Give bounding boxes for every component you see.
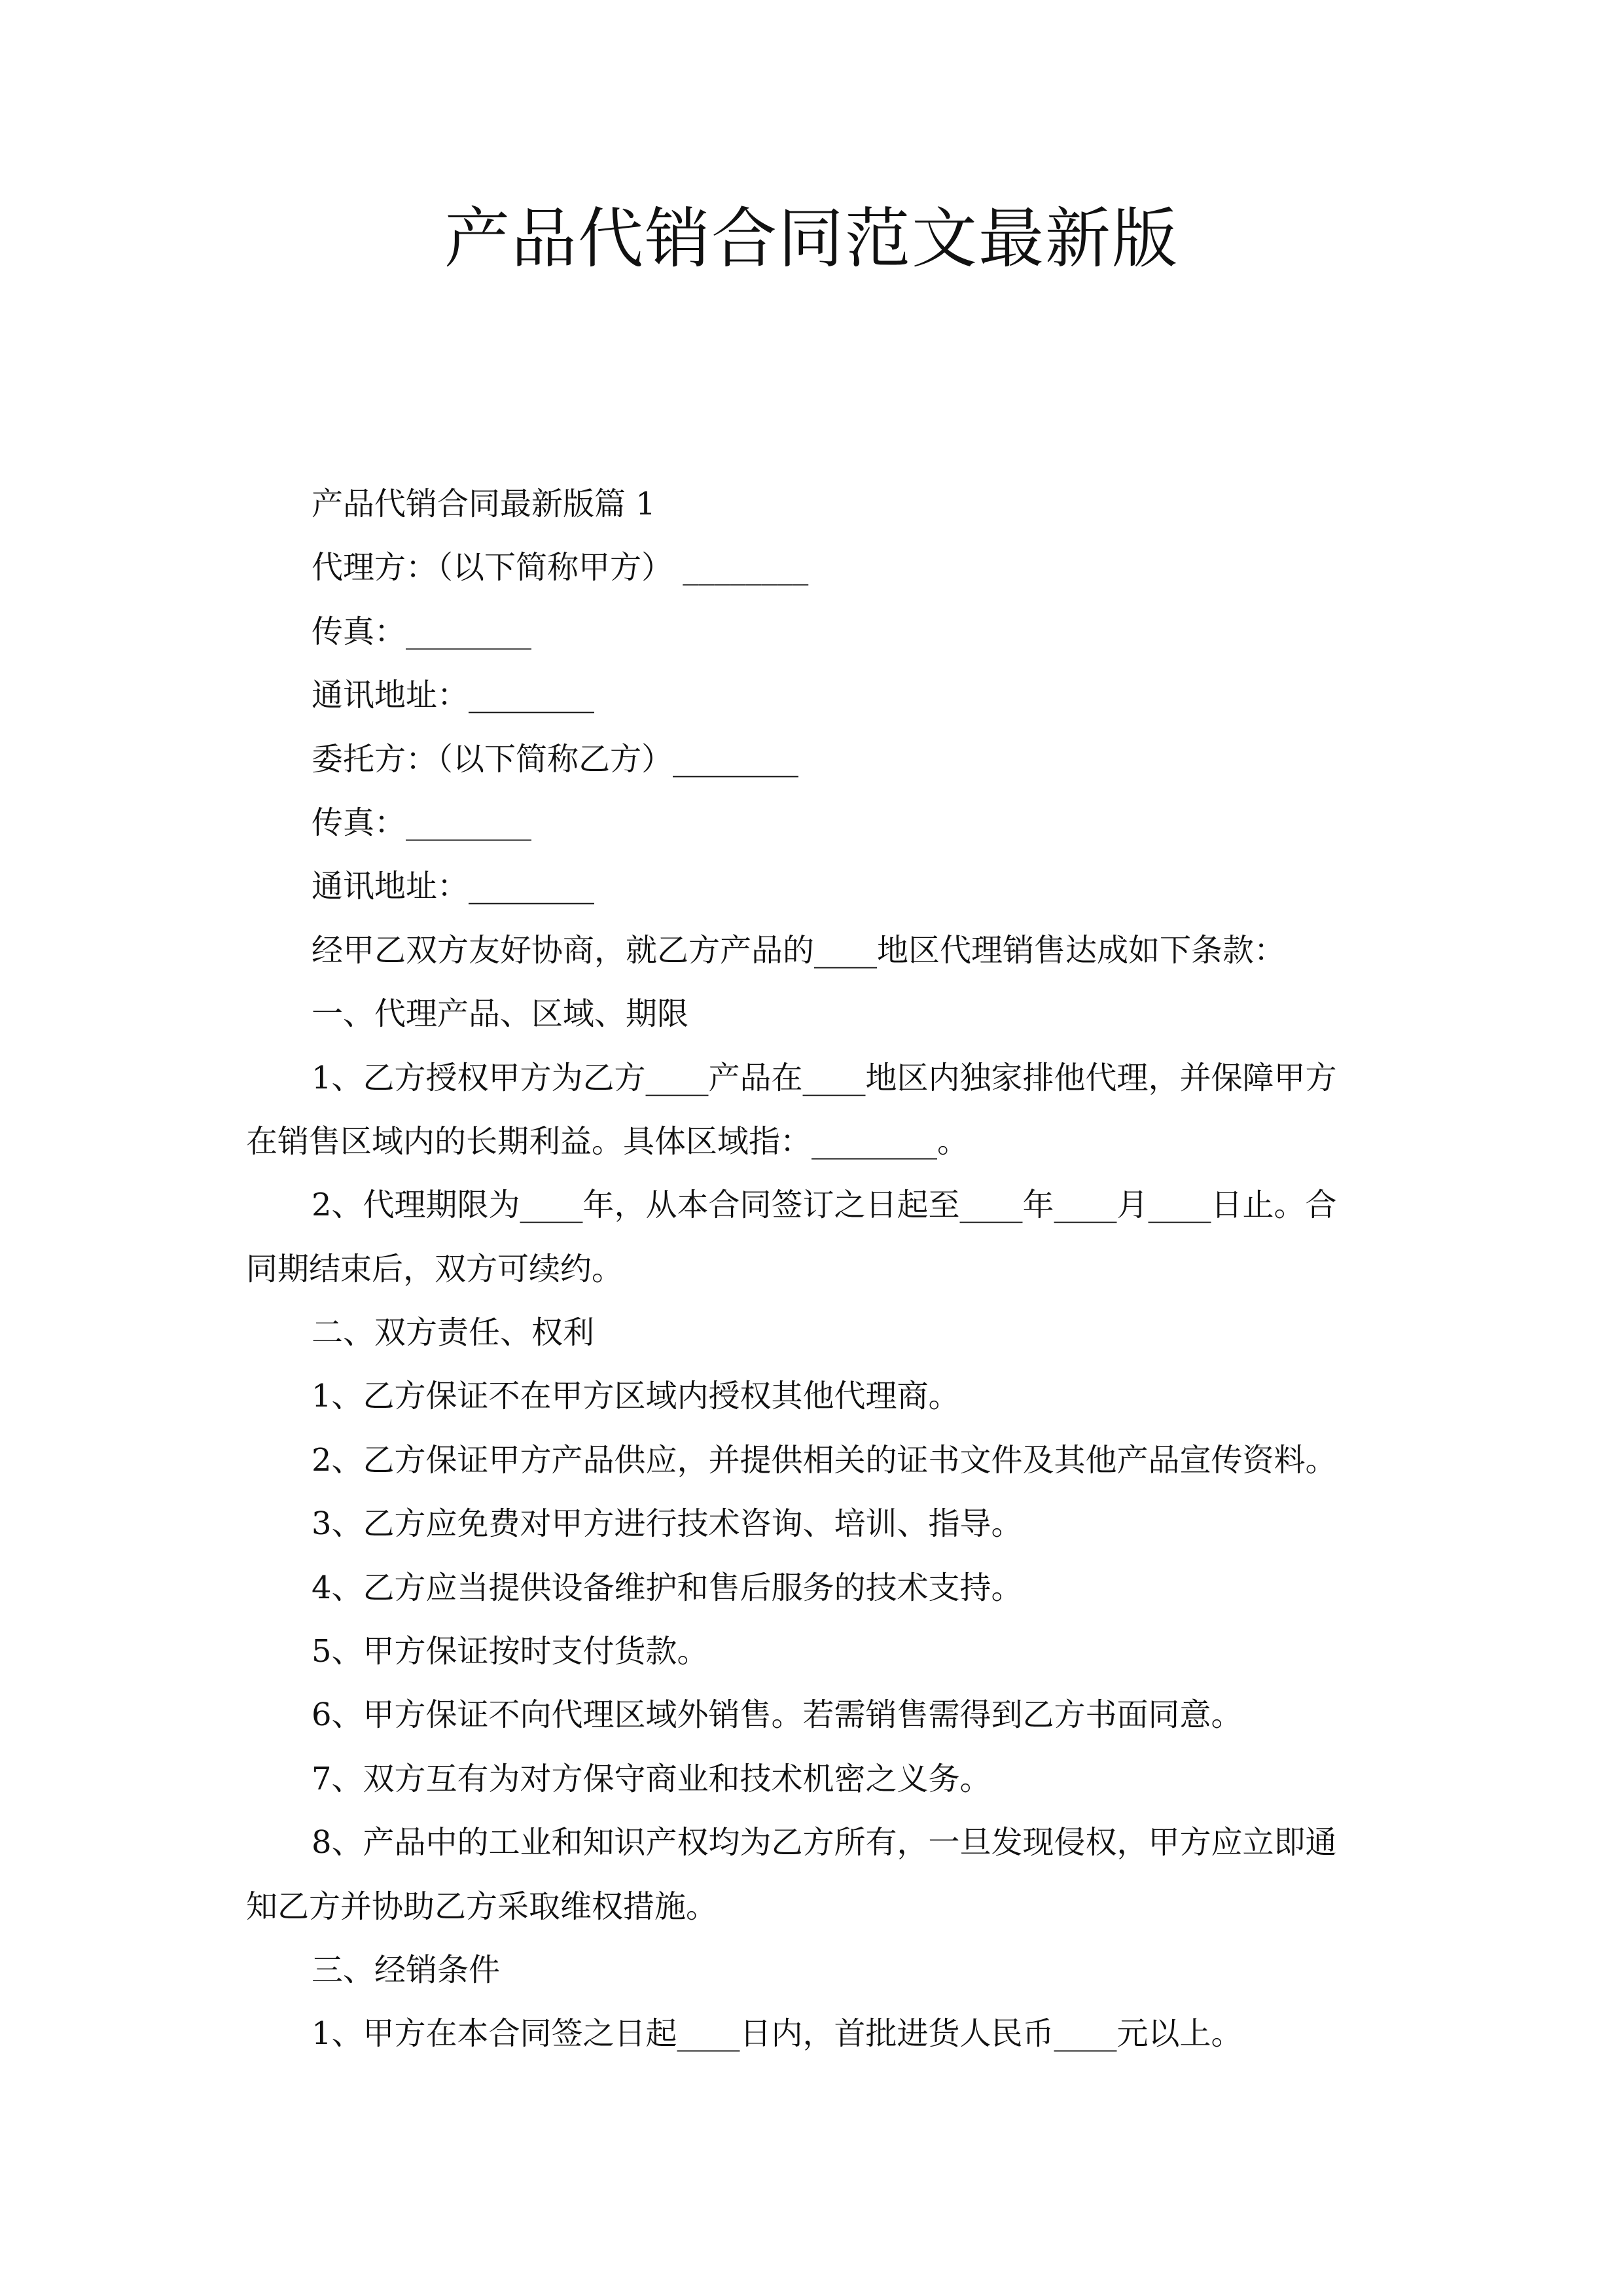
paragraph-line: 知乙方并协助乙方采取维权措施。 (246, 1888, 718, 1925)
paragraph-line: 产品代销合同最新版篇 1 (312, 486, 656, 522)
paragraph-line: 3、乙方应免费对甲方进行技术咨询、培训、指导。 (312, 1505, 1023, 1543)
paragraph-line: 传真：________ (312, 613, 532, 650)
paragraph-line: 1、甲方在本合同签之日起____日内，首批进货人民币____元以上。 (312, 2015, 1243, 2053)
paragraph-line: 一、代理产品、区域、期限 (312, 996, 689, 1033)
paragraph-line: 2、乙方保证甲方产品供应，并提供相关的证书文件及其他产品宣传资料。 (312, 1441, 1337, 1479)
paragraph-line: 通讯地址：________ (312, 677, 595, 714)
paragraph-line: 8、产品中的工业和知识产权均为乙方所有，一旦发现侵权，甲方应立即通 (312, 1824, 1337, 1861)
document-title: 产品代销合同范文最新版 (444, 200, 1179, 277)
paragraph-line: 通讯地址：________ (312, 868, 595, 905)
paragraph-line: 6、甲方保证不向代理区域外销售。若需销售需得到乙方书面同意。 (312, 1696, 1243, 1734)
paragraph-line: 经甲乙双方友好协商，就乙方产品的____地区代理销售达成如下条款： (312, 931, 1286, 969)
paragraph-line: 代理方：（以下简称甲方） ________ (312, 549, 809, 586)
paragraph-line: 传真：________ (312, 804, 532, 841)
paragraph-line: 7、双方互有为对方保守商业和技术机密之义务。 (312, 1760, 991, 1797)
paragraph-line: 1、乙方授权甲方为乙方____产品在____地区内独家排他代理，并保障甲方 (312, 1059, 1337, 1096)
paragraph-line: 委托方：（以下简称乙方）________ (312, 740, 799, 778)
paragraph-line: 三、经销条件 (312, 1951, 501, 1988)
paragraph-line: 二、双方责任、权利 (312, 1314, 595, 1352)
paragraph-line: 4、乙方应当提供设备维护和售后服务的技术支持。 (312, 1569, 1023, 1606)
paragraph-line: 同期结束后，双方可续约。 (246, 1250, 624, 1287)
paragraph-line: 2、代理期限为____年，从本合同签订之日起至____年____月____日止。合 (312, 1187, 1337, 1224)
paragraph-line: 1、乙方保证不在甲方区域内授权其他代理商。 (312, 1378, 960, 1415)
paragraph-line: 5、甲方保证按时支付货款。 (312, 1633, 709, 1670)
paragraph-line: 在销售区域内的长期利益。具体区域指：________。 (246, 1122, 969, 1160)
document-body (246, 473, 1378, 2066)
